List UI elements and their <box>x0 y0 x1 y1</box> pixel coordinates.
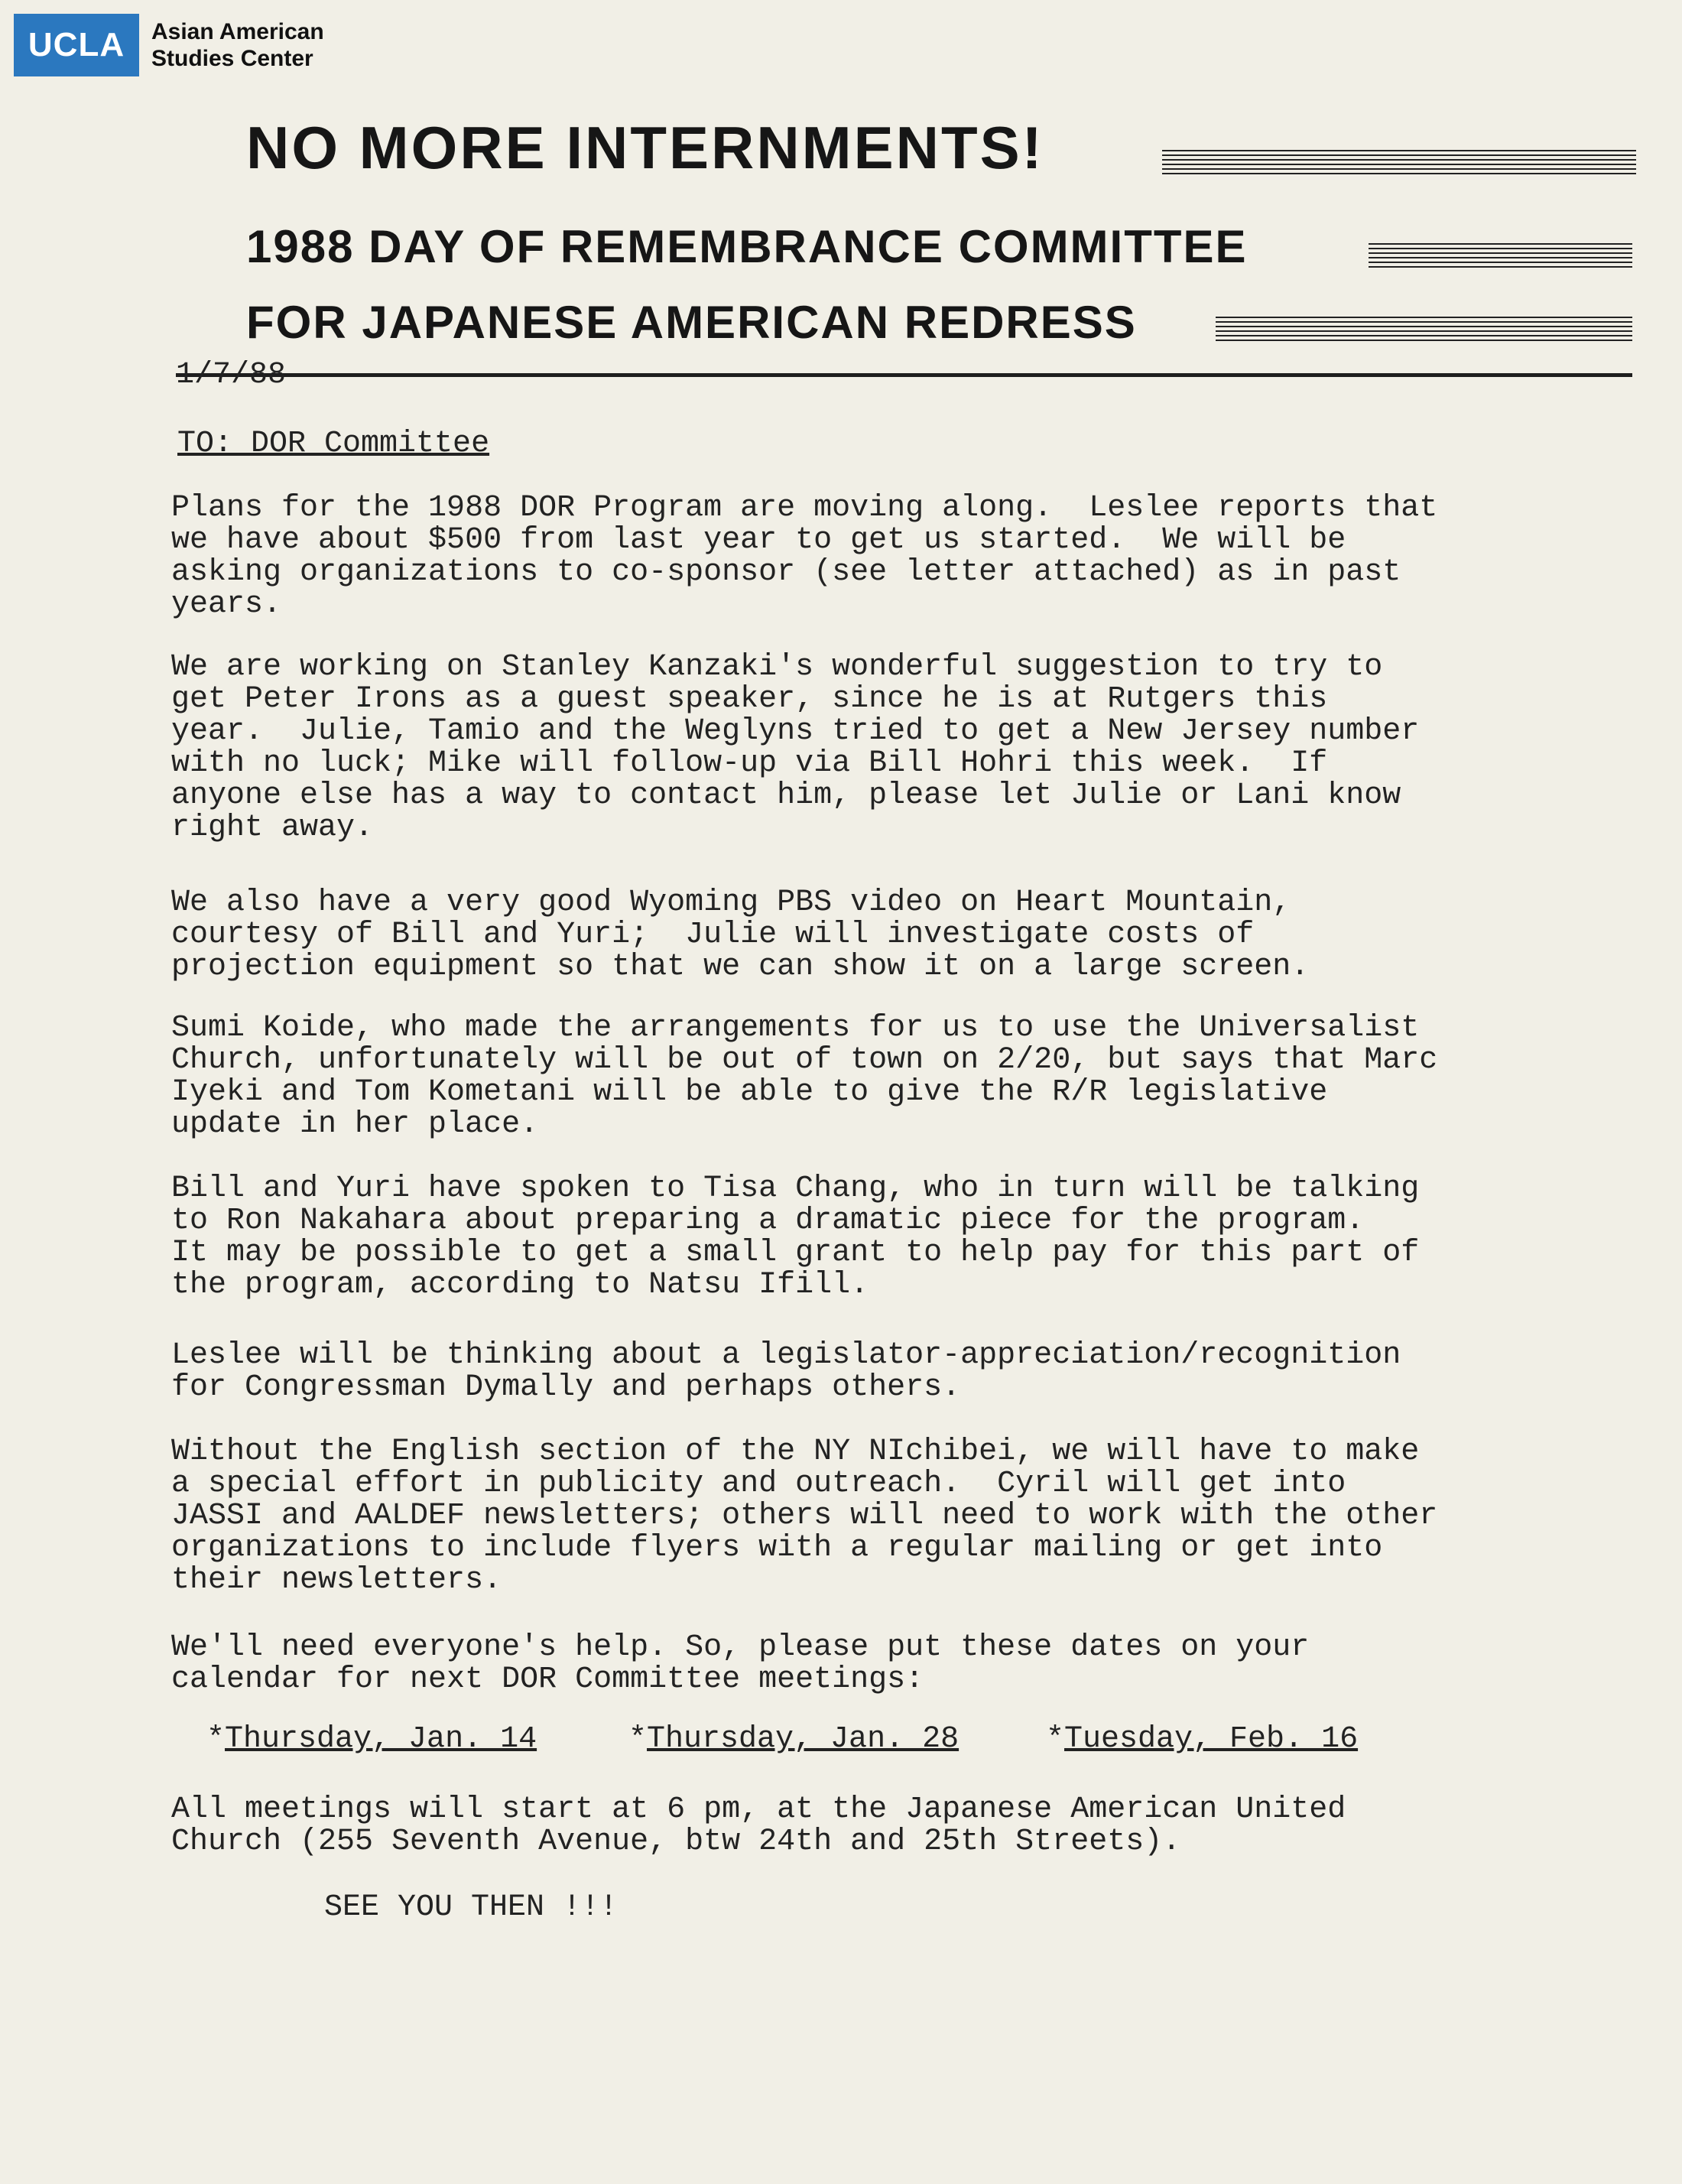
ucla-badge: UCLA <box>14 14 139 76</box>
logo-center-name <box>151 18 324 72</box>
logo-line-1: Asian American <box>151 19 324 44</box>
paragraph: We also have a very good Wyoming PBS video on Heart Mountain, courtesy of Bill and Yuri; Julie will investigate costs of projection equipment so that we can show it on a large screen. <box>171 886 1310 984</box>
ucla-logo <box>14 14 324 76</box>
paragraph: We'll need everyone's help. So, please put these dates on your calendar for next DOR Committee meetings: <box>171 1630 1310 1697</box>
decorative-lines <box>1369 243 1632 271</box>
paragraph: We are working on Stanley Kanzaki's wonderful suggestion to try to get Peter Irons as a guest speaker, since he is at Rutgers this year. Julie, Tamio and the Weglyns tried to get a New Jersey number with no luck; Mike will follow-up via Bill Hohri this week. If anyone else has a way to contact him, please let Julie or Lani know right away. <box>171 650 1420 845</box>
paragraph: Leslee will be thinking about a legislator-appreciation/recognition for Congressman Dymally and perhaps others. <box>171 1338 1401 1405</box>
meeting-date: *Thursday, Jan. 28 <box>628 1722 960 1757</box>
paragraph: Sumi Koide, who made the arrangements for us to use the Universalist Church, unfortunately will be out of town on 2/20, but says that Marc Iyeki and Tom Kometani will be able to give the R/R legislative update in her place. <box>171 1011 1438 1142</box>
meeting-date: *Thursday, Jan. 14 <box>206 1722 537 1757</box>
paragraph: Without the English section of the NY NIchibei, we will have to make a special effort in publicity and outreach. Cyril will get into JASSI and AALDEF newsletters; others will need to work with the other organizations to include flyers with a regular mailing or get into their newsletters. <box>171 1435 1438 1597</box>
decorative-lines <box>1216 317 1632 344</box>
letterhead-title: NO MORE INTERNMENTS! <box>246 114 1044 181</box>
paragraph: Bill and Yuri have spoken to Tisa Chang, who in turn will be talking to Ron Nakahara about preparing a dramatic piece for the program. It may be possible to get a small grant to help pay for this part of the program, according to Natsu Ifill. <box>171 1172 1420 1302</box>
memo-date: 1/7/88 <box>176 358 287 392</box>
header-rule <box>176 373 1632 377</box>
letterhead-committee: 1988 DAY OF REMEMBRANCE COMMITTEE <box>246 221 1248 272</box>
paragraph: Plans for the 1988 DOR Program are moving along. Leslee reports that we have about $500 from last year to get us started. We will be asking organizations to co-sponsor (see letter attached) as in past years. <box>171 491 1438 622</box>
meeting-location: All meetings will start at 6 pm, at the Japanese American United Church (255 Seventh Avenue, btw 24th and 25th Streets). <box>171 1792 1346 1859</box>
signoff: SEE YOU THEN !!! <box>324 1890 619 1925</box>
memo-recipient: TO: DOR Committee <box>177 427 490 461</box>
logo-line-2: Studies Center <box>151 46 313 71</box>
meeting-date: *Tuesday, Feb. 16 <box>1046 1722 1359 1757</box>
letterhead-redress: FOR JAPANESE AMERICAN REDRESS <box>246 297 1137 348</box>
decorative-lines <box>1162 150 1636 177</box>
